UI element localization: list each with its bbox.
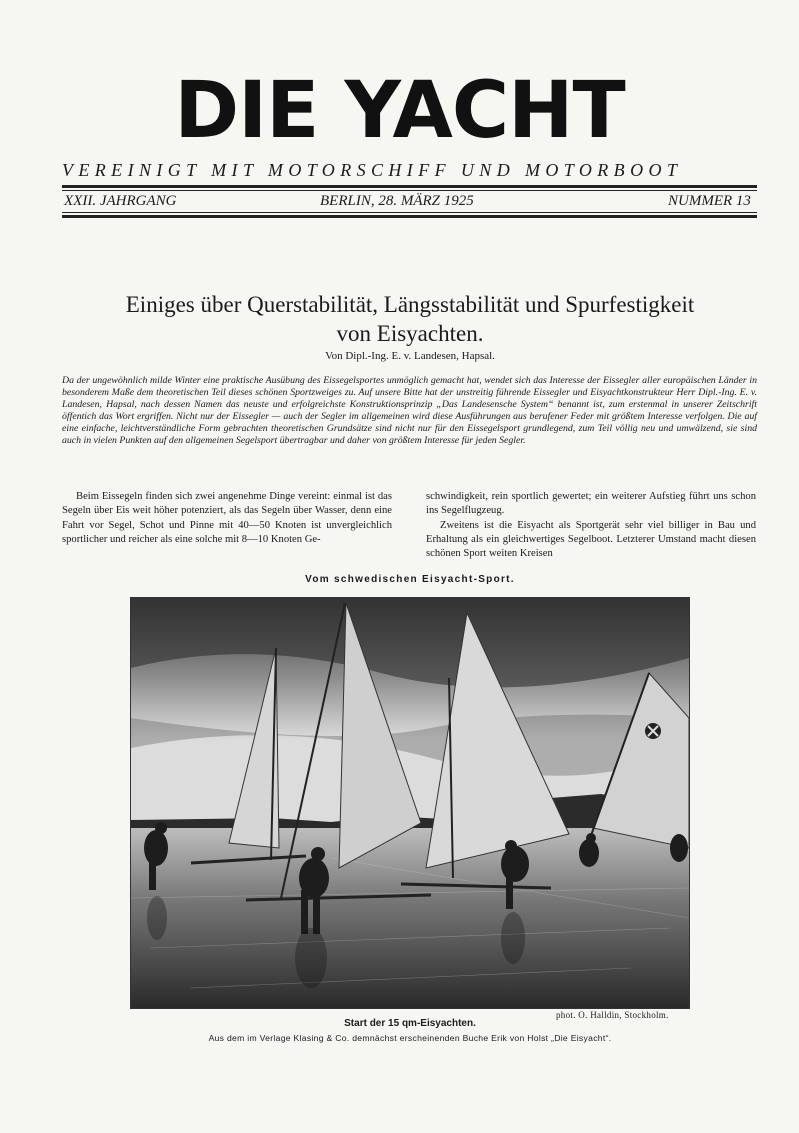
figure-heading: Vom schwedischen Eisyacht-Sport. xyxy=(305,574,515,585)
iceyacht-photo xyxy=(130,597,690,1009)
paragraph: Beim Eissegeln finden sich zwei angenehme Dinge vereint: einmal ist das Segeln über Eis weit höher potenziert, als das Segeln über Wasser, denn eine Fahrt vor Segel, Schot und Pinne mit 40—50 Knoten ist unvergleichlich sportlicher und reicher als eine solche mit 8—10 Knoten Ge- xyxy=(62,491,392,545)
column-left xyxy=(62,490,392,547)
bottom-rule-thin xyxy=(62,212,757,213)
article-abstract: Da der ungewöhnlich milde Winter eine praktische Ausübung des Eissegelsportes unmöglich gemacht hat, wendet sich das Interesse der Eissegler aller europäischen Länder in besonderem Maße dem theoretischen Teil dieses schönen Sportzweiges zu. Auf unsere Bitte hat der unstreitig führende Eissegler und Eisyachtkonstrukteur Herr Dipl.-Ing. E. v. Landesen, Hapsal, nach dessen Namen das neuste und erfolgreichste Konstruktionsprinzip „Das Landesensche System“ benannt ist, zum erstenmal in unserer Zeitschrift öffentich das Wort ergriffen. Nicht nur der Eissegler — auch der Segler im allgemeinen wird diese Ausführungen aus berufener Feder mit größtem Interesse verfolgen. Die auf eine einfache, leichtverständliche Form gebrachten theoretischen Grundsätze sind nicht nur für den Eissegelsport grundlegend, zum Teil völlig neu und umwälzend, sie sind auch in vielen Punkten auf den allgemeinen Segelsport übertragbar und daher von größtem Interesse für jeden Segler. xyxy=(62,375,757,446)
masthead-subtitle: VEREINIGT MIT MOTORSCHIFF UND MOTORBOOT xyxy=(62,160,683,180)
masthead-title: DIE YACHT xyxy=(174,66,625,156)
article-byline: Von Dipl.-Ing. E. v. Landesen, Hapsal. xyxy=(325,350,495,362)
headline-line-2: von Eisyachten. xyxy=(336,321,484,346)
headline-line-1: Einiges über Querstabilität, Längsstabilität und Spurfestigkeit xyxy=(125,292,695,317)
article-headline xyxy=(60,290,760,348)
photo-credit: phot. O. Halldin, Stockholm. xyxy=(556,1010,669,1020)
top-rule-thick xyxy=(62,185,757,188)
top-rule-thin xyxy=(62,190,757,191)
issue-date: BERLIN, 28. MÄRZ 1925 xyxy=(320,193,474,209)
issue-number: NUMMER 13 xyxy=(668,193,751,209)
figure-source: Aus dem im Verlage Klasing & Co. demnächst erscheinenden Buche Erik von Holst „Die Eisyacht“. xyxy=(208,1033,612,1043)
paragraph: Zweitens ist die Eisyacht als Sportgerät sehr viel billiger in Bau und Erhaltung als ein gleichwertiges Segelboot. Letzterer Umstand macht diesen schönen Sport weiten Kreisen xyxy=(426,519,756,560)
column-right xyxy=(426,490,756,561)
figure-caption: Start der 15 qm-Eisyachten. xyxy=(344,1018,476,1029)
issue-volume: XXII. JAHRGANG xyxy=(64,193,177,209)
paragraph: schwindigkeit, rein sportlich gewertet; ein weiterer Aufstieg führt uns schon ins Segelflugzeug. xyxy=(426,491,756,517)
bottom-rule-thick xyxy=(62,215,757,218)
